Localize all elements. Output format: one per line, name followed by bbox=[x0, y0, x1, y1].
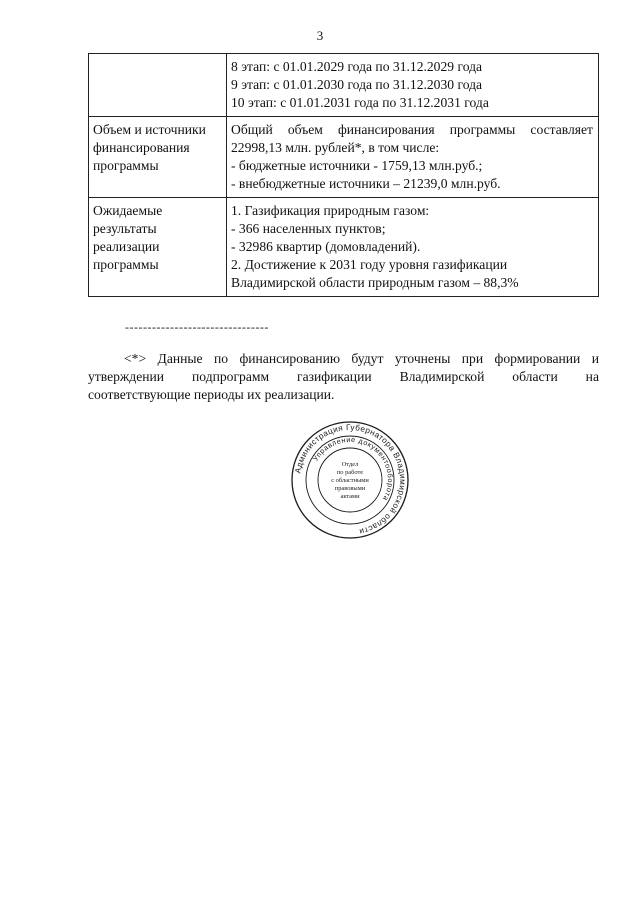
footnote bbox=[88, 350, 599, 404]
results-label-line: результаты bbox=[93, 221, 157, 236]
stamp-outer-text: Администрация Губернатора Владимирской области bbox=[293, 422, 408, 537]
extrabudget-sources-line: - внебюджетные источники – 21239,0 млн.руб. bbox=[231, 176, 501, 191]
stage-8-line: 8 этап: с 01.01.2029 года по 31.12.2029 года bbox=[231, 59, 483, 74]
funding-amount-line: 22998,13 млн. рублей*, в том числе: bbox=[231, 140, 440, 155]
footnote-line: утверждении подпрограмм газификации Владимирской области на bbox=[88, 369, 599, 384]
results-label-line: программы bbox=[93, 257, 159, 272]
row-label-cell bbox=[89, 117, 227, 198]
funding-label-line: программы bbox=[93, 158, 159, 173]
funding-label-line: Объем и источники bbox=[93, 122, 206, 137]
stamp-center-line: актами bbox=[340, 493, 360, 500]
result-line: 2. Достижение к 2031 году уровня газификации bbox=[231, 257, 508, 272]
stamp-center-line: с областными bbox=[331, 477, 369, 484]
footnote-line: <*> Данные по финансированию будут уточнены при формировании и bbox=[124, 351, 599, 366]
stamp-center-line: Отдел bbox=[341, 461, 359, 468]
budget-sources-line: - бюджетные источники - 1759,13 млн.руб.; bbox=[231, 158, 483, 173]
table-row bbox=[89, 198, 599, 297]
funding-total-line: Общий объем финансирования программы составляет bbox=[231, 122, 593, 137]
stamp-inner-text: Управление документооборота bbox=[310, 434, 396, 503]
row-content-cell bbox=[227, 117, 599, 198]
row-content-cell bbox=[227, 198, 599, 297]
results-label-line: Ожидаемые bbox=[93, 203, 163, 218]
result-line: - 32986 квартир (домовладений). bbox=[231, 239, 421, 254]
results-label-line: реализации bbox=[93, 239, 160, 254]
footnote-separator: -------------------------------- bbox=[125, 320, 269, 334]
footnote-line: соответствующие периоды их реализации. bbox=[88, 387, 335, 402]
row-label-cell bbox=[89, 198, 227, 297]
program-passport-table bbox=[88, 53, 599, 297]
table-row bbox=[89, 117, 599, 198]
funding-label-line: финансирования bbox=[93, 140, 190, 155]
row-label-cell bbox=[89, 54, 227, 117]
stamp-center-line: правовыми bbox=[334, 485, 366, 492]
result-line: Владимирской области природным газом – 88,3% bbox=[231, 275, 519, 290]
official-stamp bbox=[290, 420, 410, 540]
row-content-cell bbox=[227, 54, 599, 117]
result-line: 1. Газификация природным газом: bbox=[231, 203, 430, 218]
stage-10-line: 10 этап: с 01.01.2031 года по 31.12.2031 года bbox=[231, 95, 489, 110]
table-row bbox=[89, 54, 599, 117]
page-number: 3 bbox=[316, 28, 324, 43]
stamp-center-line: по работе bbox=[336, 469, 364, 476]
stage-9-line: 9 этап: с 01.01.2030 года по 31.12.2030 года bbox=[231, 77, 483, 92]
result-line: - 366 населенных пунктов; bbox=[231, 221, 386, 236]
